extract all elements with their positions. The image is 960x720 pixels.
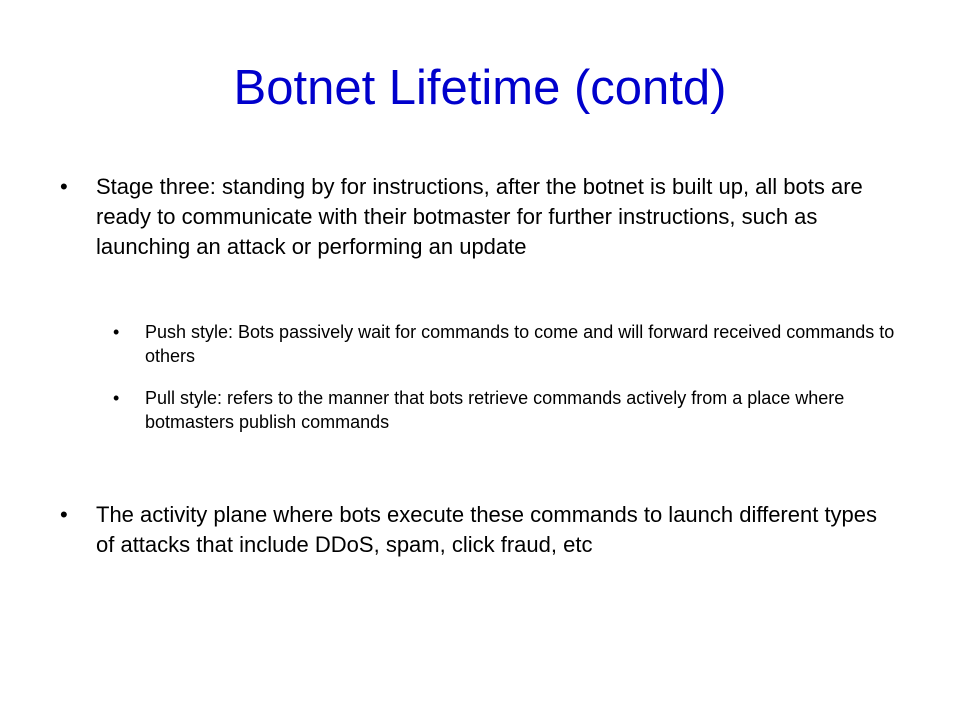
bullet-marker: • [60, 502, 68, 527]
sub-bullet-marker: • [113, 322, 120, 342]
bullet-marker: • [60, 174, 68, 199]
slide-title: Botnet Lifetime (contd) [233, 61, 727, 115]
sub-bullet-marker: • [113, 388, 120, 408]
sub-bullet-pull-style [113, 386, 903, 434]
bullet-activity-plane [60, 500, 900, 560]
bullet-stage-three [60, 172, 900, 262]
sub-bullet-text: Push style: Bots passively wait for commands to come and will forward received commands to others [145, 322, 895, 366]
sub-bullet-text: Pull style: refers to the manner that bots retrieve commands actively from a place where botmasters publish commands [145, 388, 845, 432]
bullet-text: The activity plane where bots execute these commands to launch different types of attacks that include DDoS, spam, click fraud, etc [96, 502, 878, 557]
sub-bullet-push-style [113, 320, 903, 368]
bullet-text: Stage three: standing by for instructions, after the botnet is built up, all bots are ready to communicate with their botmaster for further instructions, such as launching an attack or performing an update [96, 174, 863, 259]
